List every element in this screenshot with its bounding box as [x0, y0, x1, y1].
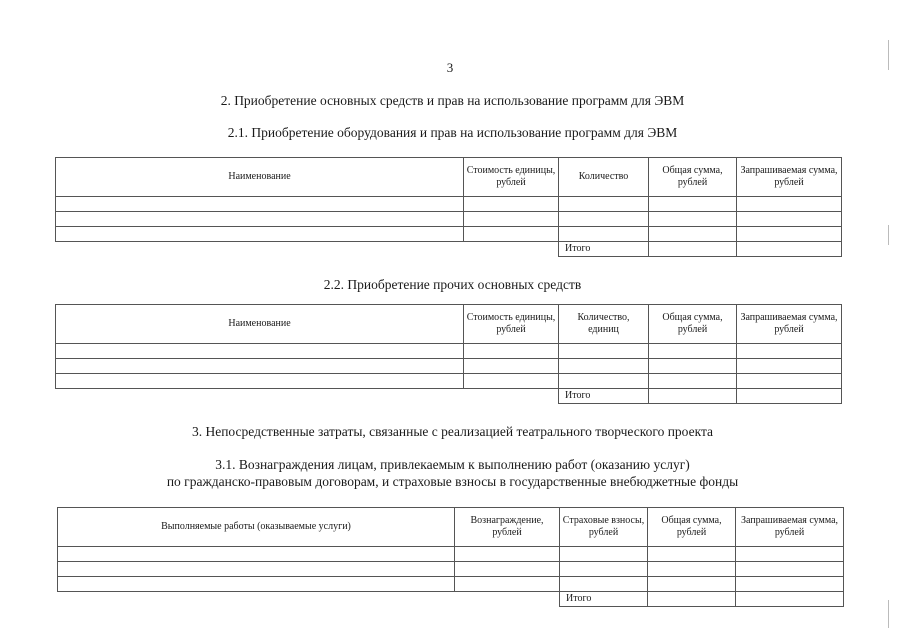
cell[interactable] — [56, 197, 464, 212]
col-header-unit-cost: Стоимость единицы, рублей — [464, 158, 559, 197]
col-header-insurance: Страховые взносы, рублей — [560, 508, 648, 547]
section-3-title: 3. Непосредственные затраты, связанные с реализацией театрального творческого проекта — [191, 424, 714, 439]
cell[interactable] — [737, 374, 842, 389]
table-row — [58, 562, 844, 577]
cell[interactable] — [56, 359, 464, 374]
section-2-title: 2. Приобретение основных средств и прав на использование программ для ЭВМ — [220, 93, 685, 108]
total-sum-cell[interactable] — [649, 242, 737, 257]
table-3-1 — [57, 507, 844, 607]
col-header-total-sum: Общая сумма, рублей — [649, 158, 737, 197]
col-header-requested-sum: Запрашиваемая сумма, рублей — [736, 508, 844, 547]
cell[interactable] — [737, 197, 842, 212]
total-row — [58, 592, 844, 607]
blank-cell — [455, 592, 560, 607]
col-header-requested-sum: Запрашиваемая сумма, рублей — [737, 158, 842, 197]
table-row — [56, 374, 842, 389]
cell[interactable] — [464, 359, 559, 374]
total-row — [56, 389, 842, 404]
cell[interactable] — [58, 562, 455, 577]
blank-cell — [56, 389, 464, 404]
cell[interactable] — [560, 562, 648, 577]
cell[interactable] — [559, 212, 649, 227]
table-row — [56, 197, 842, 212]
cell[interactable] — [464, 344, 559, 359]
blank-cell — [464, 242, 559, 257]
section-3-1-title-line1: 3.1. Вознаграждения лицам, привлекаемым к выполнению работ (оказанию услуг) — [215, 457, 690, 472]
total-requested-cell[interactable] — [737, 242, 842, 257]
total-label: Итого — [559, 389, 649, 404]
blank-cell — [464, 389, 559, 404]
cell[interactable] — [559, 227, 649, 242]
total-requested-cell[interactable] — [736, 592, 844, 607]
total-requested-cell[interactable] — [737, 389, 842, 404]
cell[interactable] — [56, 374, 464, 389]
total-sum-cell[interactable] — [648, 592, 736, 607]
cell[interactable] — [649, 227, 737, 242]
col-header-unit-cost: Стоимость единицы, рублей — [464, 305, 559, 344]
cell[interactable] — [649, 374, 737, 389]
cell[interactable] — [559, 374, 649, 389]
section-3-1-title-line2: по гражданско-правовым договорам, и страховые взносы в государственные внебюджетные фонды — [166, 474, 739, 489]
table-row — [56, 344, 842, 359]
section-2-1-title: 2.1. Приобретение оборудования и прав на использование программ для ЭВМ — [227, 125, 678, 140]
cell[interactable] — [736, 577, 844, 592]
cell[interactable] — [648, 577, 736, 592]
table-header-row — [56, 158, 842, 197]
scan-margin-mark — [888, 225, 889, 245]
cell[interactable] — [455, 547, 560, 562]
table-2-1 — [55, 157, 842, 257]
col-header-name: Наименование — [56, 305, 464, 344]
total-label: Итого — [559, 242, 649, 257]
cell[interactable] — [455, 562, 560, 577]
col-header-name: Наименование — [56, 158, 464, 197]
col-header-works: Выполняемые работы (оказываемые услуги) — [58, 508, 455, 547]
cell[interactable] — [649, 344, 737, 359]
cell[interactable] — [559, 344, 649, 359]
section-2-2-title: 2.2. Приобретение прочих основных средств — [323, 277, 582, 292]
col-header-requested-sum: Запрашиваемая сумма, рублей — [737, 305, 842, 344]
cell[interactable] — [737, 227, 842, 242]
page-number: 3 — [446, 60, 454, 75]
col-header-total-sum: Общая сумма, рублей — [648, 508, 736, 547]
cell[interactable] — [737, 344, 842, 359]
cell[interactable] — [58, 577, 455, 592]
table-row — [58, 577, 844, 592]
cell[interactable] — [56, 344, 464, 359]
cell[interactable] — [56, 212, 464, 227]
cell[interactable] — [559, 197, 649, 212]
cell[interactable] — [649, 212, 737, 227]
cell[interactable] — [649, 197, 737, 212]
cell[interactable] — [455, 577, 560, 592]
cell[interactable] — [649, 359, 737, 374]
cell[interactable] — [464, 374, 559, 389]
total-sum-cell[interactable] — [649, 389, 737, 404]
cell[interactable] — [464, 227, 559, 242]
scan-margin-mark — [888, 600, 889, 628]
total-label: Итого — [560, 592, 648, 607]
col-header-quantity: Количество — [559, 158, 649, 197]
scan-margin-mark — [888, 40, 889, 70]
col-header-remuneration: Вознаграждение, рублей — [455, 508, 560, 547]
table-header-row — [56, 305, 842, 344]
table-2-2 — [55, 304, 842, 404]
table-header-row — [58, 508, 844, 547]
table-row — [56, 227, 842, 242]
cell[interactable] — [737, 359, 842, 374]
cell[interactable] — [736, 562, 844, 577]
cell[interactable] — [560, 577, 648, 592]
cell[interactable] — [736, 547, 844, 562]
total-row — [56, 242, 842, 257]
col-header-total-sum: Общая сумма, рублей — [649, 305, 737, 344]
cell[interactable] — [464, 212, 559, 227]
cell[interactable] — [58, 547, 455, 562]
table-row — [56, 359, 842, 374]
cell[interactable] — [648, 547, 736, 562]
cell[interactable] — [737, 212, 842, 227]
cell[interactable] — [560, 547, 648, 562]
table-row — [56, 212, 842, 227]
table-row — [58, 547, 844, 562]
col-header-quantity: Количество, единиц — [559, 305, 649, 344]
cell[interactable] — [464, 197, 559, 212]
cell[interactable] — [559, 359, 649, 374]
blank-cell — [58, 592, 455, 607]
cell[interactable] — [56, 227, 464, 242]
cell[interactable] — [648, 562, 736, 577]
blank-cell — [56, 242, 464, 257]
